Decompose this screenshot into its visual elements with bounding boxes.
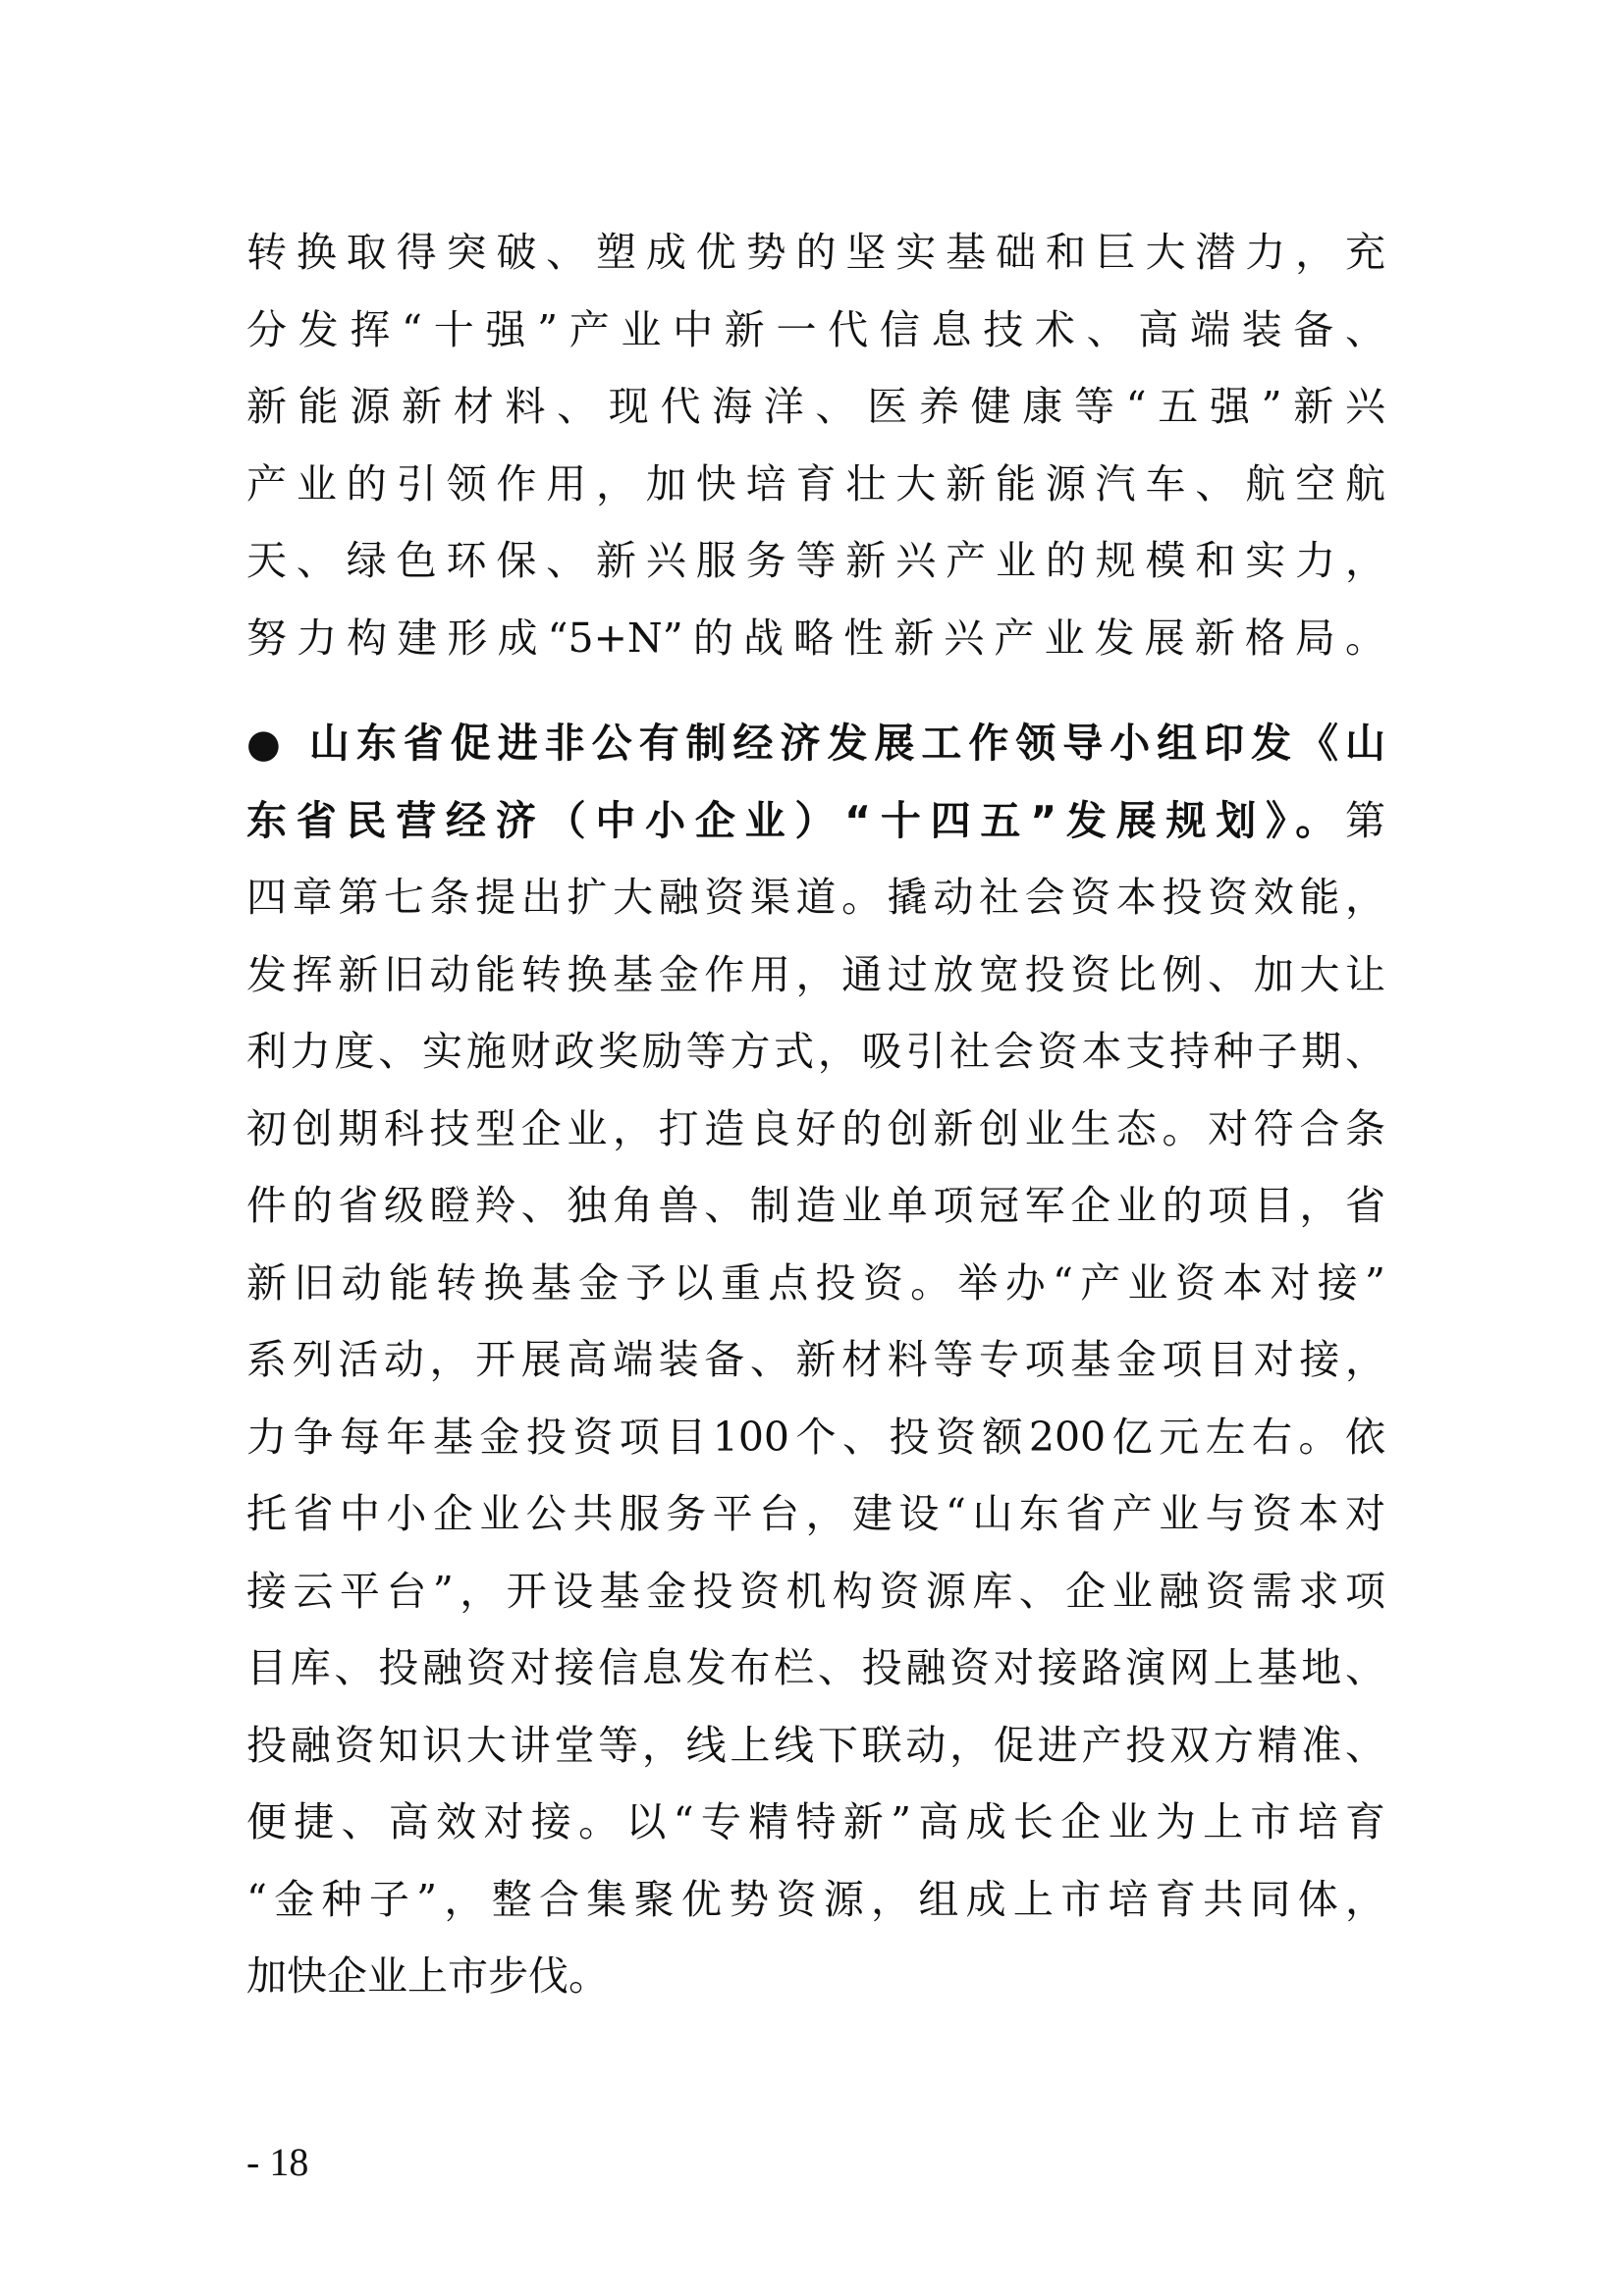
page-body [246,214,1385,2015]
text-line: 系列活动，开展高端装备、新材料等专项基金项目对接， [246,1336,1385,1383]
body-text: 第 [1345,796,1385,844]
text-line: 利力度、实施财政奖励等方式，吸引社会资本支持种子期、 [246,1028,1385,1075]
text-line: 初创期科技型企业，打造良好的创新创业生态。对符合条 [246,1104,1385,1152]
text-line: 加快企业上市步伐。 [246,1952,609,2000]
heading-line [246,705,1385,782]
paragraph-2 [246,705,1385,2015]
bullet-icon: ● [246,721,288,767]
paragraph-1 [246,214,1385,676]
text-line: 转换取得突破、塑成优势的坚实基础和巨大潜力，充 [246,229,1385,276]
text-line: 力争每年基金投资项目100个、投资额200亿元左右。依 [246,1413,1385,1461]
text-line: 努力构建形成“5+N”的战略性新兴产业发展新格局。 [246,614,1385,662]
text-line: 托省中小企业公共服务平台，建设“山东省产业与资本对 [246,1490,1385,1537]
text-line: 分发挥“十强”产业中新一代信息技术、高端装备、 [246,305,1385,353]
text-line: 便捷、高效对接。以“专精特新”高成长企业为上市培育 [246,1798,1385,1845]
text-line: 产业的引领作用，加快培育壮大新能源汽车、航空航 [246,459,1385,507]
text-line: 接云平台”，开设基金投资机构资源库、企业融资需求项 [246,1567,1385,1615]
text-line: 投融资知识大讲堂等，线上线下联动，促进产投双方精准、 [246,1721,1385,1769]
text-line: 天、绿色环保、新兴服务等新兴产业的规模和实力， [246,537,1385,584]
text-line: “金种子”，整合集聚优势资源，组成上市培育共同体， [246,1875,1385,1923]
text-line: 四章第七条提出扩大融资渠道。撬动社会资本投资效能， [246,874,1385,921]
heading-line [246,782,1385,860]
text-line: 新旧动能转换基金予以重点投资。举办“产业资本对接” [246,1258,1385,1307]
page-number: - 18 [246,2140,309,2184]
heading-text: 山东省促进非公有制经济发展工作领导小组印发《山 [308,720,1386,767]
text-line: 新能源新材料、现代海洋、医养健康等“五强”新兴 [246,383,1385,430]
text-line: 发挥新旧动能转换基金作用，通过放宽投资比例、加大让 [246,950,1385,998]
text-line: 件的省级瞪羚、独角兽、制造业单项冠军企业的项目，省 [246,1182,1385,1229]
paragraph-spacer [246,676,1385,705]
text-line: 目库、投融资对接信息发布栏、投融资对接路演网上基地、 [246,1644,1385,1691]
heading-text: 东省民营经济（中小企业）“十四五”发展规划》。 [246,796,1345,844]
